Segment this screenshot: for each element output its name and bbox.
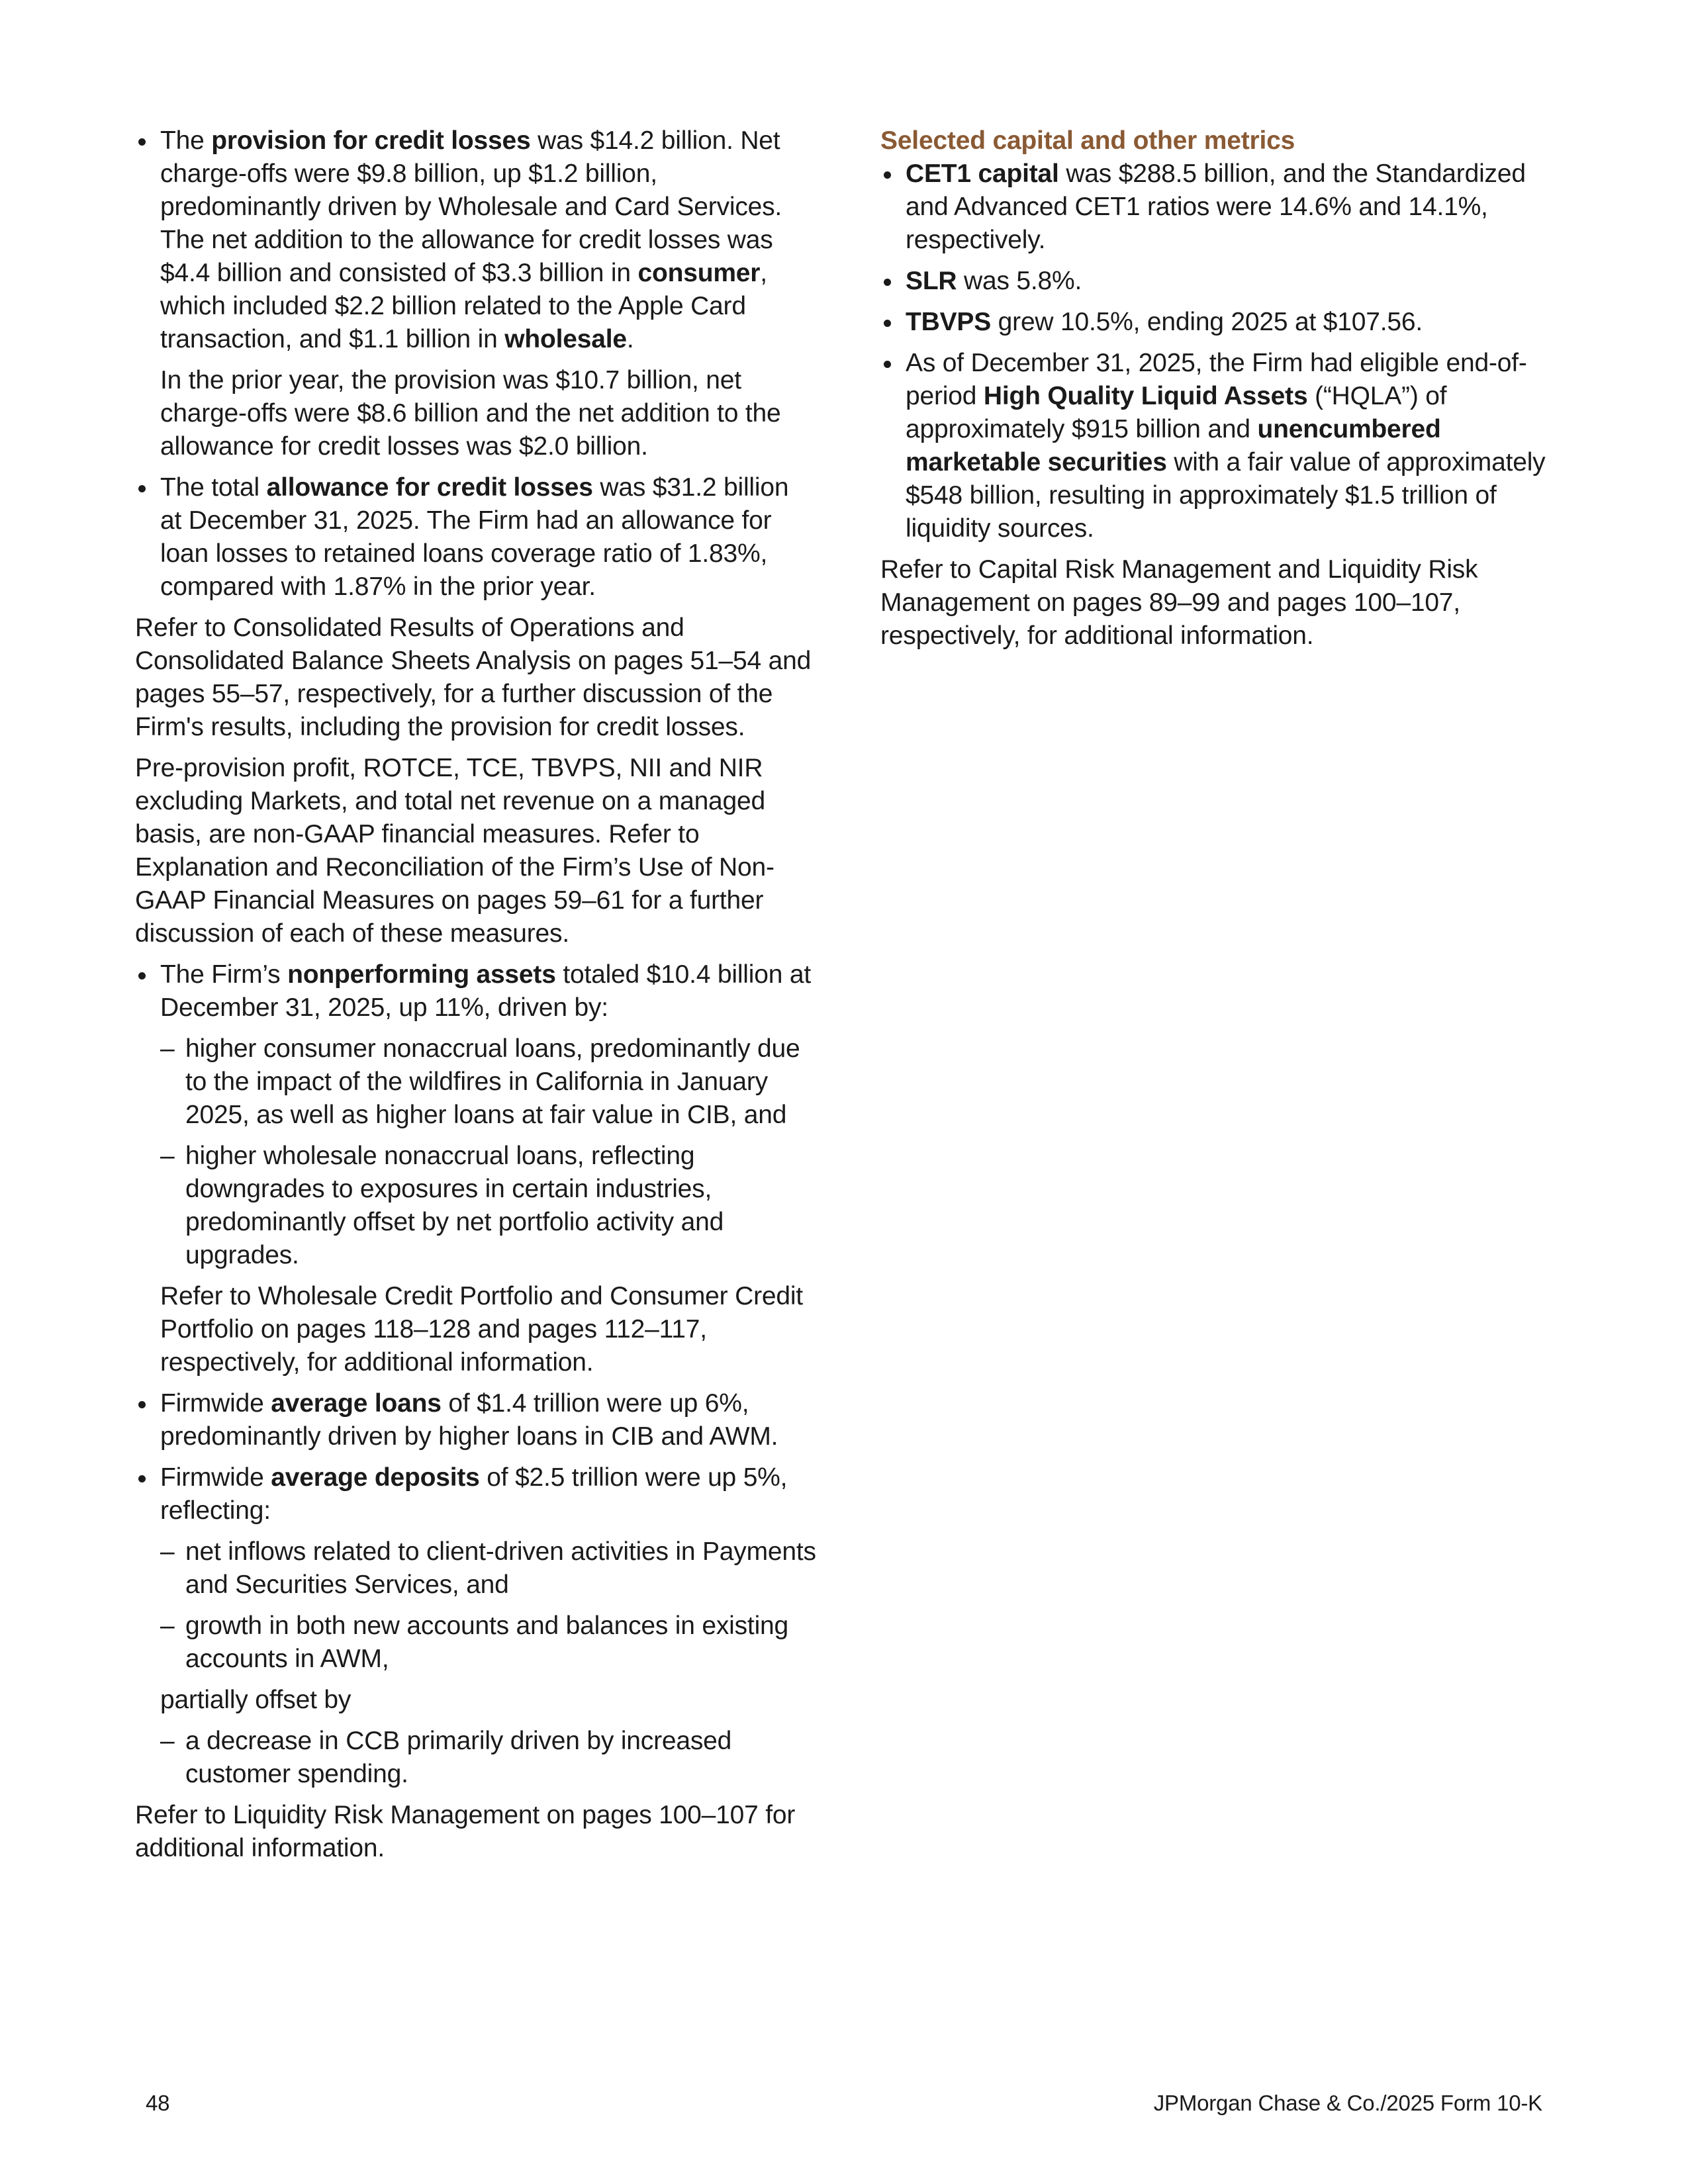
section-heading: Selected capital and other metrics — [880, 126, 1295, 155]
subbullet-ccb-decrease: – a decrease in CCB primarily driven by increased customer spending. — [135, 1725, 817, 1791]
bullet-allowance-credit-losses: The total allowance for credit losses was $31.2 billion at December 31, 2025. The Firm had an allowance for loan losses to retained loans coverage ratio of 1.83%, compared with 1.87% in the prior year. — [135, 471, 817, 604]
bullet-average-loans: Firmwide average loans of $1.4 trillion were up 6%, predominantly driven by higher loans in CIB and AWM. — [135, 1387, 817, 1453]
page-number: 48 — [146, 2091, 170, 2115]
bullet-tbvps: TBVPS grew 10.5%, ending 2025 at $107.56. — [880, 306, 1562, 339]
left-column — [135, 124, 817, 1873]
bullet-cet1-capital: CET1 capital was $288.5 billion, and the Standardized and Advanced CET1 ratios were 14.6% and 14.1%, respectively. — [880, 158, 1562, 257]
bullet-slr: SLR was 5.8%. — [880, 265, 1562, 298]
liquidity-reference: Refer to Liquidity Risk Management on pages 100–107 for additional information. — [135, 1801, 796, 1862]
subbullet-awm-growth: – growth in both new accounts and balances in existing accounts in AWM, — [135, 1610, 817, 1676]
credit-portfolio-reference: Refer to Wholesale Credit Portfolio and Consumer Credit Portfolio on pages 118–128 and pages 112–117, respectively, for additional information. — [160, 1282, 803, 1377]
subbullet-wholesale-nonaccrual: – higher wholesale nonaccrual loans, reflecting downgrades to exposures in certain industries, predominantly offset by net portfolio activity and upgrades. — [135, 1140, 817, 1272]
subbullet-consumer-nonaccrual: – higher consumer nonaccrual loans, predominantly due to the impact of the wildfires in California in January 2025, as well as higher loans at fair value in CIB, and — [135, 1032, 817, 1132]
consolidated-results-reference: Refer to Consolidated Results of Operations and Consolidated Balance Sheets Analysis on pages 51–54 and pages 55–57, respectively, for a further discussion of the Firm's results, including the provision for credit losses. — [135, 614, 812, 741]
provision-prior-year-paragraph: In the prior year, the provision was $10.7 billion, net charge-offs were $8.6 billion and the net addition to the allowance for credit losses was $2.0 billion. — [160, 366, 781, 461]
bullet-nonperforming-assets: The Firm’s nonperforming assets totaled $10.4 billion at December 31, 2025, up 11%, driven by: — [135, 958, 817, 1024]
document-title: JPMorgan Chase & Co./2025 Form 10-K — [1153, 2091, 1542, 2115]
capital-liquidity-reference: Refer to Capital Risk Management and Liquidity Risk Management on pages 89–99 and pages 100–107, respectively, for additional information. — [880, 555, 1478, 650]
bullet-provision-credit-losses: The provision for credit losses was $14.2 billion. Net charge-offs were $9.8 billion, up $1.2 billion, predominantly driven by Wholesale and Card Services. The net addition to the allowance for credit losses was $4.4 billion and consisted of $3.3 billion in consumer, which included $2.2 billion related to the Apple Card transaction, and $1.1 billion in wholesale. — [135, 124, 817, 356]
bullet-hqla: As of December 31, 2025, the Firm had eligible end-of-period High Quality Liquid Assets (“HQLA”) of approximately $915 billion and unencumbered marketable securities with a fair value of approximately $548 billion, resulting in approximately $1.5 trillion of liquidity sources. — [880, 347, 1562, 545]
subbullet-net-inflows: – net inflows related to client-driven activities in Payments and Securities Services, and — [135, 1535, 817, 1602]
bullet-average-deposits: Firmwide average deposits of $2.5 trillion were up 5%, reflecting: — [135, 1461, 817, 1527]
right-column — [880, 124, 1562, 660]
non-gaap-paragraph: Pre-provision profit, ROTCE, TCE, TBVPS, NII and NIR excluding Markets, and total net revenue on a managed basis, are non-GAAP financial measures. Refer to Explanation and Reconciliation of the Firm’s Use of Non-GAAP Financial Measures on pages 59–61 for a further discussion of each of these measures. — [135, 754, 774, 948]
partially-offset-text: partially offset by — [160, 1686, 352, 1714]
